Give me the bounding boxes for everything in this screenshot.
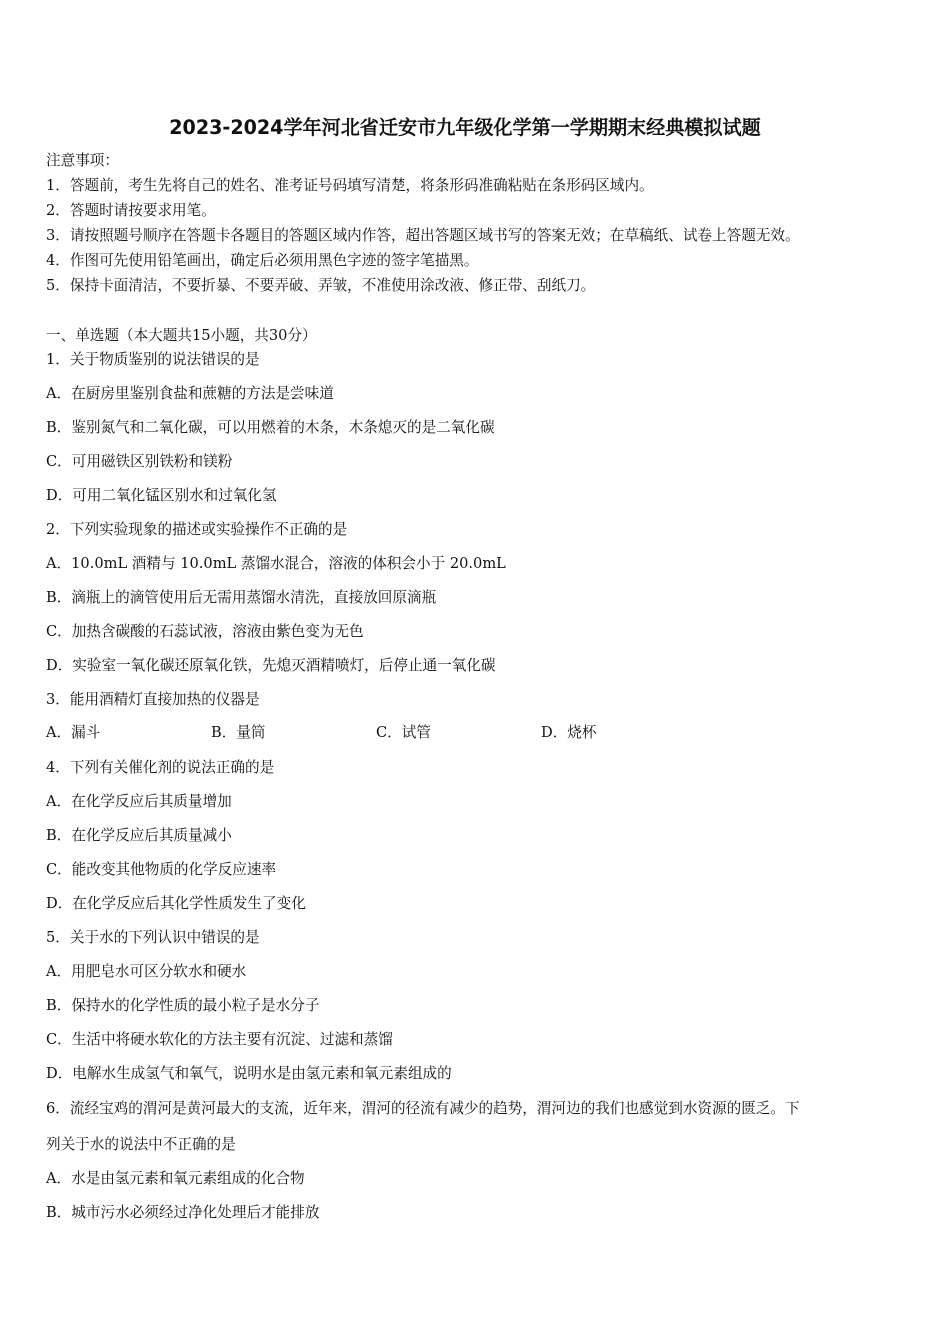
question-6-stem-continued: 列关于水的说法中不正确的是 [46,1136,236,1153]
notice-item-4: 4．作图可先使用铅笔画出，确定后必须用黑色字迹的签字笔描黑。 [46,252,479,269]
question-3-option-a: A．漏斗 [46,724,101,741]
question-5-option-c: C．生活中将硬水软化的方法主要有沉淀、过滤和蒸馏 [46,1031,393,1048]
question-4-option-a: A．在化学反应后其质量增加 [46,793,232,810]
notice-item-5: 5．保持卡面清洁，不要折暴、不要弄破、弄皱，不准使用涂改液、修正带、刮纸刀。 [46,277,596,294]
question-4-stem: 4．下列有关催化剂的说法正确的是 [46,759,275,776]
question-5-option-b: B．保持水的化学性质的最小粒子是水分子 [46,997,320,1014]
notice-heading: 注意事项： [46,152,119,169]
question-3-option-d: D．烧杯 [541,724,597,741]
question-1-option-d: D．可用二氧化锰区别水和过氧化氢 [46,487,277,504]
question-6-option-a: A．水是由氢元素和氧元素组成的化合物 [46,1170,305,1187]
question-4-option-b: B．在化学反应后其质量减小 [46,827,232,844]
question-2-stem: 2．下列实验现象的描述或实验操作不正确的是 [46,521,348,538]
question-3-option-c: C．试管 [376,724,431,741]
question-5-option-a: A．用肥皂水可区分软水和硬水 [46,963,247,980]
question-1-option-c: C．可用磁铁区别铁粉和镁粉 [46,453,233,470]
question-4-option-c: C．能改变其他物质的化学反应速率 [46,861,277,878]
question-5-option-d: D．电解水生成氢气和氧气，说明水是由氢元素和氧元素组成的 [46,1065,452,1082]
question-3-stem: 3．能用酒精灯直接加热的仪器是 [46,691,260,708]
notice-item-3: 3．请按照题号顺序在答题卡各题目的答题区域内作答，超出答题区域书写的答案无效；在草稿纸、试卷上答题无效。 [46,227,800,244]
question-5-stem: 5．关于水的下列认识中错误的是 [46,929,260,946]
notice-item-1: 1．答题前，考生先将自己的姓名、准考证号码填写清楚，将条形码准确粘贴在条形码区域内。 [46,177,654,194]
notice-item-2: 2．答题时请按要求用笔。 [46,202,216,219]
question-2-option-c: C．加热含碳酸的石蕊试液，溶液由紫色变为无色 [46,623,364,640]
question-3-option-b: B．量筒 [211,724,266,741]
question-1-option-b: B．鉴别氮气和二氧化碳，可以用燃着的木条，木条熄灭的是二氧化碳 [46,419,495,436]
question-6-option-b: B．城市污水必须经过净化处理后才能排放 [46,1204,320,1221]
question-2-option-d: D．实验室一氧化碳还原氧化铁，先熄灭酒精喷灯，后停止通一氧化碳 [46,657,496,674]
section-heading: 一、单选题（本大题共15小题，共30分） [46,327,317,344]
page-title: 2023-2024学年河北省迁安市九年级化学第一学期期末经典模拟试题 [169,116,761,139]
question-6-stem: 6．流经宝鸡的渭河是黄河最大的支流，近年来，渭河的径流有减少的趋势，渭河边的我们也感觉到水资源的匮乏。下 [46,1100,800,1117]
question-2-option-a: A．10.0mL 酒精与 10.0mL 蒸馏水混合，溶液的体积会小于 20.0mL [46,555,506,572]
question-2-option-b: B．滴瓶上的滴管使用后无需用蒸馏水清洗，直接放回原滴瓶 [46,589,437,606]
question-3-options [46,724,746,742]
question-1-stem: 1．关于物质鉴别的说法错误的是 [46,351,260,368]
question-4-option-d: D．在化学反应后其化学性质发生了变化 [46,895,306,912]
question-1-option-a: A．在厨房里鉴别食盐和蔗糖的方法是尝味道 [46,385,334,402]
